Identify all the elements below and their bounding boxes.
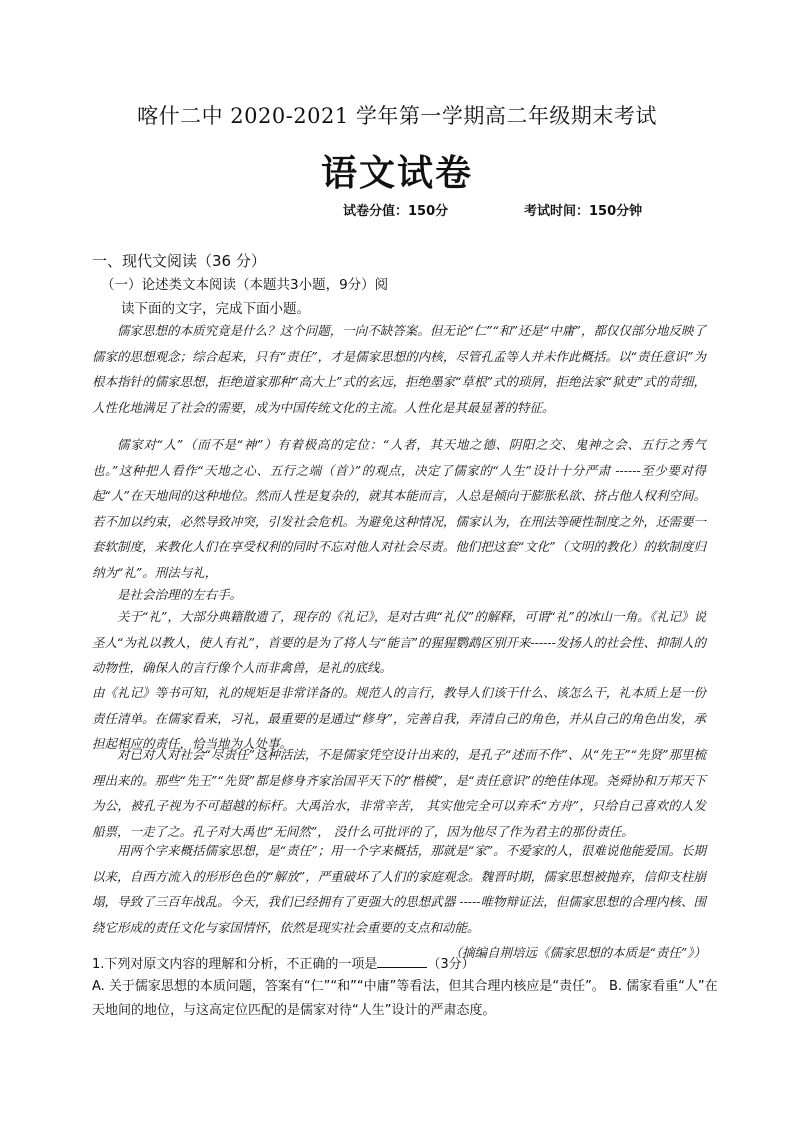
subject-title: 语文试卷 (320, 153, 473, 194)
question-1-text: 1.下列对原文内容的理解和分析，不正确的一项是 (92, 957, 378, 972)
score-label: 试卷分值：150分 (343, 204, 449, 219)
paragraph-text: 儒家思想的本质究竟是什么？这个问题，一向不缺答案。但无论“仁”“和”还是“中庸”，都仅仅部分地反映了儒家的思想观念；综合起来，只有“责任”，才是儒家思想的内核，尽管孔孟等人并未作此概括。以“责任意识”为根本指针的儒家思想，拒绝道家那种“高大上”式的玄远，拒绝墨家“草根”式的琐屑，拒绝法家“狱吏”式的苛细，人性化地满足了社会的需要，成为中国传统文化的主流。人性化是其最显著的特征。 (92, 323, 706, 415)
passage-paragraph-6 (92, 742, 706, 844)
school-title: 喀什二中 2020-2021 学年第一学期高二年级期末考试 (137, 104, 657, 128)
question-1-option-ab: A. 关于儒家思想的本质问题，答案有“仁”“和”“中庸”等看法，但其合理内核应是“责任”。 B. 儒家看重“人”在天地间的地位，与这高定位匹配的是儒家对待“人生”设计的严肃态度。 (92, 979, 718, 1018)
subsection-heading: （一）论述类文本阅读（本题共3小题，9分）阅 (101, 277, 389, 293)
answer-blank[interactable] (377, 955, 427, 968)
paragraph-text (92, 838, 706, 960)
passage-paragraph-2 (92, 432, 706, 585)
reading-instruction: 读下面的文字，完成下面小题。 (121, 301, 310, 317)
section-heading: 一、现代文阅读（36 分） (92, 252, 266, 270)
time-label: 考试时间：150分钟 (524, 204, 643, 219)
paragraph-body: 用两个字来概括儒家思想，是“责任”；用一个字来概括，那就是“家”。不爱家的人，很难说他能爱国。长期以来，自西方流入的形形色色的“解放”，严重破坏了人们的家庭观念。魏晋时期，儒家思想被抛弃，信仰支柱崩塌，导致了三百年战乱。今天，我们已经拥有了更强大的思想武器 -----唯物辩证法，但儒家思想的合理内核、围绕它形成的责任文化与家国情怀，依然是现实社会重要的支点和动能。 (92, 843, 706, 935)
passage-source: （摘编自荆培远《儒家思想的本质是“责任”》） (449, 945, 706, 960)
paragraph-text: 关于“礼”，大部分典籍散遗了，现存的《礼记》，是对古典“礼仪”的解释，可谓“礼”的冰山一角。《礼记》说圣人“为礼以教人，使人有礼”，首要的是为了将人与“能言”的猩猩鹦鹉区别开来------发扬人的社会性、抑制人的动物性，确保人的言行像个人而非禽兽，是礼的底线。 (92, 609, 706, 675)
question-1-points: （3分） (427, 957, 475, 972)
paragraph-text: 是社会治理的左右手。 (117, 587, 243, 602)
passage-paragraph-1 (92, 318, 706, 420)
passage-paragraph-4 (92, 604, 706, 681)
paragraph-text: 由《礼记》等书可知，礼的规矩是非常详备的。规范人的言行，教导人们该干什么、该怎么干，礼本质上是一份责任清单。在儒家看来，习礼，最重要的是通过“修身”，完善自我，弄清自己的角色，并从自己的角色出发，承担起相应的责任，恰当地为人处事。 (92, 685, 706, 751)
question-1-stem (92, 953, 722, 977)
passage-paragraph-7 (92, 838, 706, 966)
paragraph-text: 儒家对“人”（而不是“神”）有着极高的定位：“人者，其天地之德、阴阳之交、鬼神之会、五行之秀气也。”这种把人看作“天地之心、五行之端（首）”的观点，决定了儒家的“人生”设计十分严肃 ------至少要对得起“人”在天地间的这种地位。然而人性是复杂的，就其本能而言，人总是倾向于膨胀私欲、挤占他人权利空间。若不加以约束，必然导致冲突，引发社会危机。为避免这种情况，儒家认为，在刑法等硬性制度之外，还需要一套软制度，来教化人们在享受权利的同时不忘对他人对社会尽责。他们把这套“文化”（文明的教化）的软制度归纳为“礼”。刑法与礼， (92, 437, 706, 580)
question-1-options (92, 975, 722, 1023)
paragraph-text: 对已对人对社会“尽责任”这种活法，不是儒家凭空设计出来的，是孔子“述而不作”、从“先王”“先贤”那里梳理出来的。那些“先王”“先贤”都是修身齐家治国平天下的“楷模”，是“责任意识”的绝佳体现。尧舜协和万邦天下为公，被孔子视为不可超越的标杆。大禹治水，非常辛苦， 其实他完全可以弃禾“方舟”，只给自己喜欢的人发船票，一走了之。孔子对大禹也“无间然”， 没什么可批评的了，因为他尽了作为君主的那份责任。 (92, 747, 706, 839)
